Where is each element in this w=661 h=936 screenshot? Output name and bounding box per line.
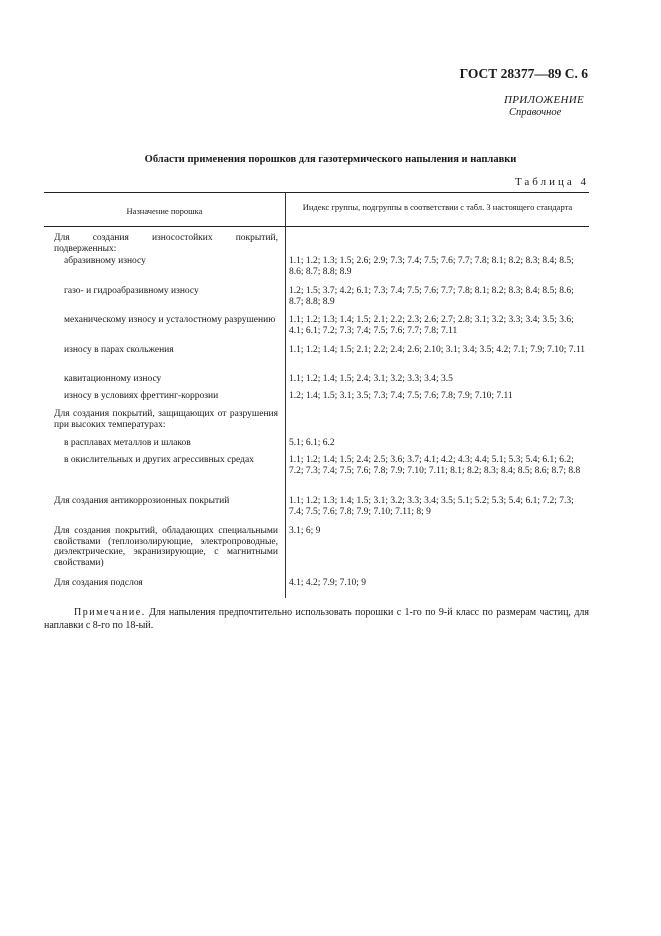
table-row-purpose: в расплавах металлов и шлаков xyxy=(64,438,191,448)
table-row-indexes: 1.2; 1.4; 1.5; 3.1; 3.5; 7.3; 7.4; 7.5; 7.6; 7.8; 7.9; 7.10; 7.11 xyxy=(289,391,513,401)
table-row-indexes: 1.1; 1.2; 1.3; 1.5; 2.6; 2.9; 7.3; 7.4; 7.5; 7.6; 7.7; 7.8; 8.1; 8.2; 8.3; 8.4; 8.5; 8.6; 8.7; 8.8; 8.9 xyxy=(289,256,574,277)
table-row-purpose: Для создания покрытий, обладающих специальными свойствами (теплоизолирующие, электропроводные, диэлектрические, экранизирующие, с магнитными свойствами) xyxy=(54,526,278,568)
table-header-rule xyxy=(44,226,589,227)
table-row-indexes: 5.1; 6.1; 6.2 xyxy=(289,438,335,448)
table-row-indexes: 3.1; 6; 9 xyxy=(289,526,321,536)
column-header-index: Индекс группы, подгруппы в соответствии с табл. 3 настоящего стандарта xyxy=(302,202,573,212)
note-text: Для напыления предпочтительно использовать порошки с 1-го по 9-й класс по размерам частиц, для наплавки с 8-го по 18-ый. xyxy=(44,607,589,631)
table-row-purpose: износу в условиях фреттинг-коррозии xyxy=(64,391,219,401)
table-row-indexes: 1.2; 1.5; 3.7; 4.2; 6.1; 7.3; 7.4; 7.5; 7.6; 7.7; 7.8; 8.1; 8.2; 8.3; 8.4; 8.5; 8.6; 8.7; 8.8; 8.9 xyxy=(289,286,574,307)
table-row-purpose: износу в парах скольжения xyxy=(64,345,174,355)
table-row-purpose: Для создания износостойких покрытий, подверженных: xyxy=(54,233,278,254)
table-row-purpose: в окислительных и других агрессивных средах xyxy=(64,455,254,465)
document-header: ГОСТ 28377—89 С. 6 xyxy=(459,66,588,81)
note-label: Примечание. xyxy=(74,607,146,618)
table-row-purpose: Для создания покрытий, защищающих от разрушения при высоких температурах: xyxy=(54,409,278,430)
table-column-divider xyxy=(285,192,286,598)
table-top-rule xyxy=(44,192,589,193)
table-row-purpose: абразивному износу xyxy=(64,256,146,266)
table-row-purpose: кавитационному износу xyxy=(64,374,162,384)
table-row-indexes: 1.1; 1.2; 1.4; 1.5; 2.1; 2.2; 2.4; 2.6; 2.10; 3.1; 3.4; 3.5; 4.2; 7.1; 7.9; 7.10; 7.11 xyxy=(289,345,586,355)
table-row-purpose: газо- и гидроабразивному износу xyxy=(64,286,199,296)
table-row-indexes: 4.1; 4.2; 7.9; 7.10; 9 xyxy=(289,578,367,588)
table-note xyxy=(44,606,589,632)
table-row-indexes: 1.1; 1.2; 1.4; 1.5; 2.4; 2.5; 3.6; 3.7; 4.1; 4.2; 4.3; 4.4; 5.1; 5.3; 5.4; 6.1; 6.2; 7.2; 7.3; 7.4; 7.5; 7.6; 7.8; 7.9; 7.10; 7.11; 8.1; 8.2; 8.3; 8.4; 8.5; 8.6; 8.7; 8.8 xyxy=(289,455,581,476)
appendix-subtitle: Справочное xyxy=(509,107,562,118)
table-row-purpose: Для создания подслоя xyxy=(54,578,143,588)
document-title: Области применения порошков для газотермического напыления и наплавки xyxy=(144,154,517,165)
table-row-indexes: 1.1; 1.2; 1.3; 1.4; 1.5; 2.1; 2.2; 2.3; 2.6; 2.7; 2.8; 3.1; 3.2; 3.3; 3.4; 3.5; 3.6; 4.1; 6.1; 7.2; 7.3; 7.4; 7.5; 7.6; 7.7; 7.8; 7.11 xyxy=(289,315,574,336)
table-row-purpose: Для создания антикоррозионных покрытий xyxy=(54,496,230,506)
table-row-indexes: 1.1; 1.2; 1.4; 1.5; 2.4; 3.1; 3.2; 3.3; 3.4; 3.5 xyxy=(289,374,453,384)
table-row-indexes: 1.1; 1.2; 1.3; 1.4; 1.5; 3.1; 3.2; 3.3; 3.4; 3.5; 5.1; 5.2; 5.3; 5.4; 6.1; 7.2; 7.3; 7.4; 7.5; 7.6; 7.8; 7.9; 7.10; 7.11; 8; 9 xyxy=(289,496,574,517)
table-row-purpose: механическому износу и усталостному разрушению xyxy=(64,315,276,325)
column-header-purpose: Назначение порошка xyxy=(126,206,203,216)
appendix-title: ПРИЛОЖЕНИЕ xyxy=(504,94,584,106)
table-label: Таблица 4 xyxy=(514,176,589,188)
